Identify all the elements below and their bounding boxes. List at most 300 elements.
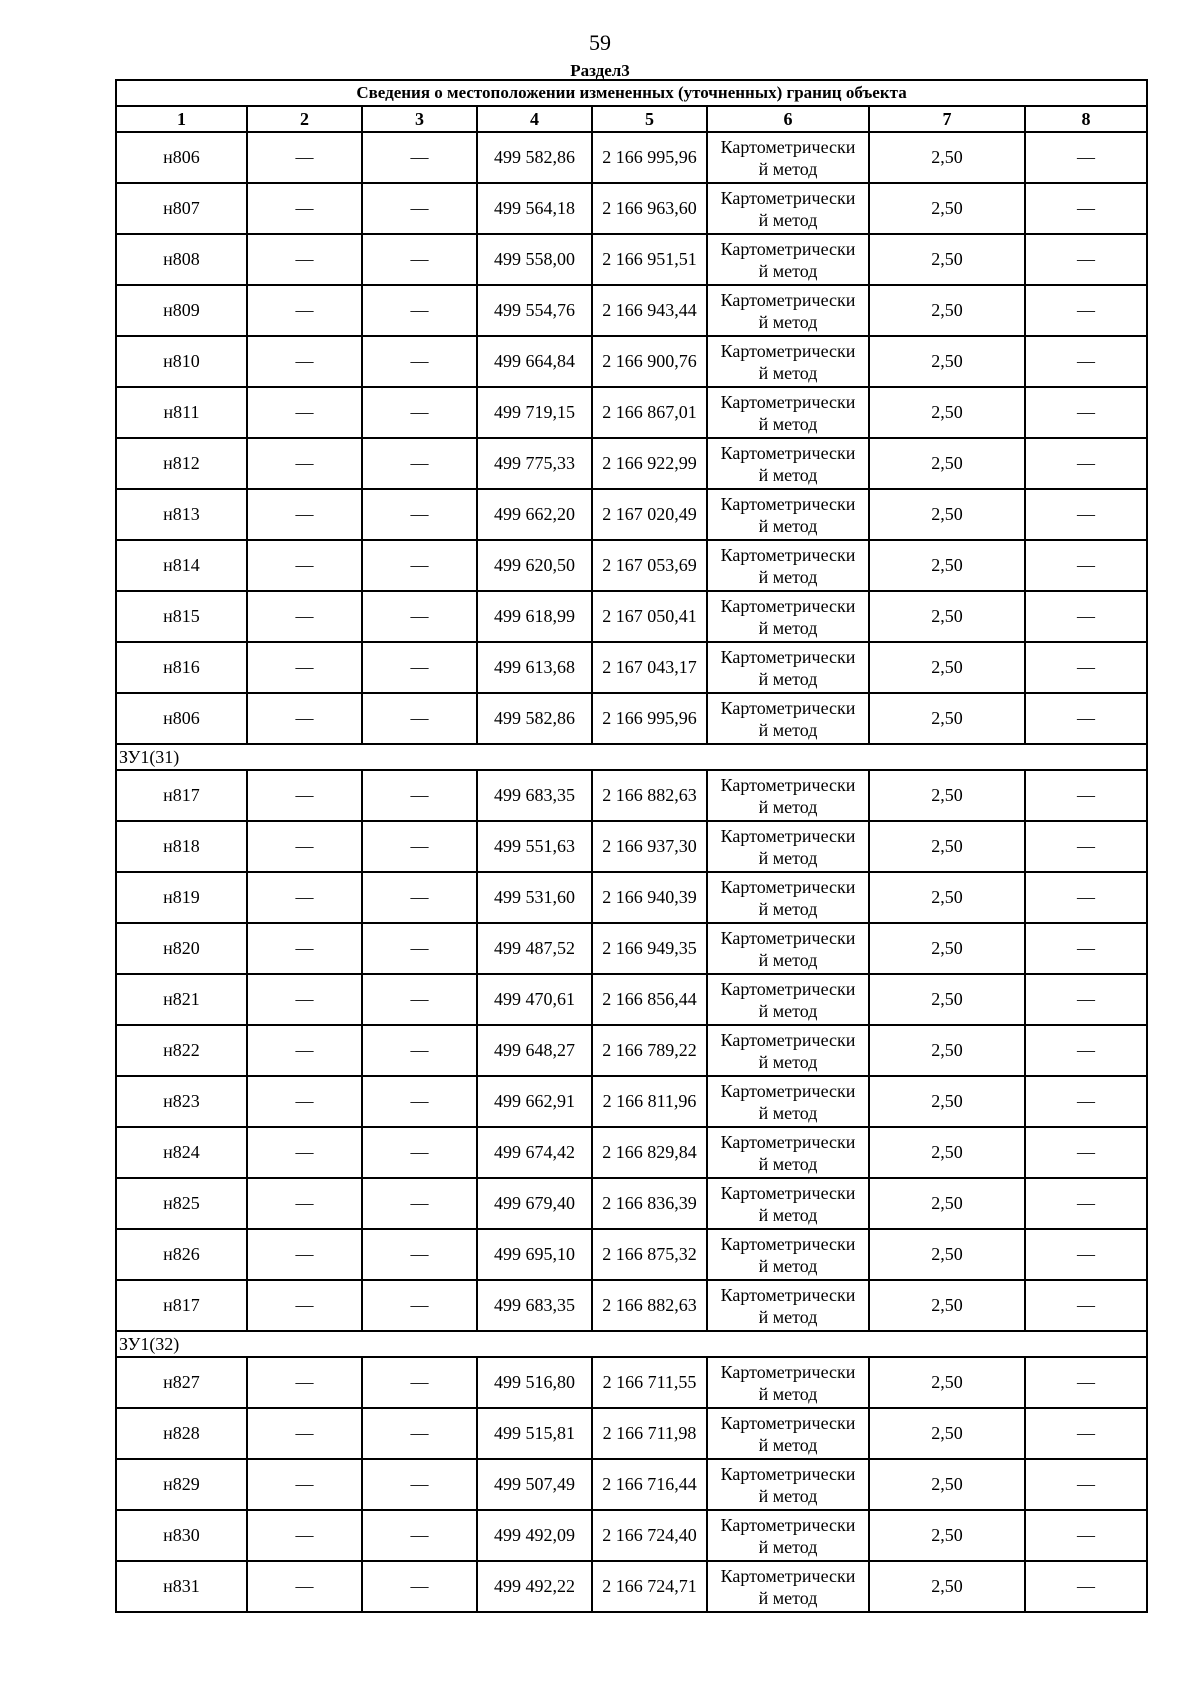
method-line-1: Картометрически [720, 1080, 856, 1101]
x-coordinate-cell: 499 662,20 [477, 489, 592, 540]
method-line-2: й метод [758, 898, 818, 919]
column-8-dash: — [1025, 1280, 1147, 1331]
method-line-2: й метод [758, 1383, 818, 1404]
method-line-2: й метод [758, 566, 818, 587]
group-header-row [116, 744, 1147, 770]
method-cell [707, 387, 869, 438]
column-8-dash: — [1025, 387, 1147, 438]
accuracy-cell: 2,50 [869, 1025, 1025, 1076]
x-coordinate-cell: 499 558,00 [477, 234, 592, 285]
column-3-dash: — [362, 285, 477, 336]
column-2-dash: — [247, 1510, 362, 1561]
y-coordinate-cell: 2 166 937,30 [592, 821, 707, 872]
y-coordinate-cell: 2 166 882,63 [592, 770, 707, 821]
column-2-dash: — [247, 438, 362, 489]
accuracy-cell: 2,50 [869, 336, 1025, 387]
accuracy-cell: 2,50 [869, 1459, 1025, 1510]
point-name-cell: н812 [116, 438, 247, 489]
column-8-dash: — [1025, 183, 1147, 234]
accuracy-cell: 2,50 [869, 540, 1025, 591]
method-line-1: Картометрически [720, 1514, 856, 1535]
point-name-cell: н808 [116, 234, 247, 285]
method-line-1: Картометрически [720, 442, 856, 463]
column-number: 4 [477, 106, 592, 132]
column-3-dash: — [362, 1357, 477, 1408]
x-coordinate-cell: 499 487,52 [477, 923, 592, 974]
column-2-dash: — [247, 234, 362, 285]
table-row [116, 183, 1147, 234]
column-8-dash: — [1025, 693, 1147, 744]
method-line-2: й метод [758, 515, 818, 536]
point-name-cell: н811 [116, 387, 247, 438]
accuracy-cell: 2,50 [869, 1178, 1025, 1229]
method-cell [707, 1561, 869, 1612]
group-label: ЗУ1(31) [116, 744, 1147, 770]
method-cell [707, 336, 869, 387]
x-coordinate-cell: 499 551,63 [477, 821, 592, 872]
method-cell [707, 923, 869, 974]
method-line-1: Картометрически [720, 1463, 856, 1484]
point-name-cell: н830 [116, 1510, 247, 1561]
y-coordinate-cell: 2 166 882,63 [592, 1280, 707, 1331]
table-row [116, 285, 1147, 336]
column-8-dash: — [1025, 1025, 1147, 1076]
method-cell [707, 540, 869, 591]
accuracy-cell: 2,50 [869, 285, 1025, 336]
x-coordinate-cell: 499 620,50 [477, 540, 592, 591]
method-cell [707, 591, 869, 642]
accuracy-cell: 2,50 [869, 1127, 1025, 1178]
y-coordinate-cell: 2 167 053,69 [592, 540, 707, 591]
x-coordinate-cell: 499 683,35 [477, 1280, 592, 1331]
column-2-dash: — [247, 336, 362, 387]
column-3-dash: — [362, 336, 477, 387]
x-coordinate-cell: 499 554,76 [477, 285, 592, 336]
accuracy-cell: 2,50 [869, 770, 1025, 821]
method-cell [707, 1459, 869, 1510]
column-8-dash: — [1025, 1510, 1147, 1561]
table-row [116, 770, 1147, 821]
point-name-cell: н806 [116, 693, 247, 744]
column-3-dash: — [362, 1510, 477, 1561]
method-cell [707, 1127, 869, 1178]
accuracy-cell: 2,50 [869, 591, 1025, 642]
accuracy-cell: 2,50 [869, 1076, 1025, 1127]
column-number: 1 [116, 106, 247, 132]
accuracy-cell: 2,50 [869, 1561, 1025, 1612]
method-line-2: й метод [758, 311, 818, 332]
method-line-2: й метод [758, 617, 818, 638]
x-coordinate-cell: 499 582,86 [477, 132, 592, 183]
table-row [116, 1280, 1147, 1331]
method-line-2: й метод [758, 1153, 818, 1174]
method-line-2: й метод [758, 158, 818, 179]
x-coordinate-cell: 499 492,09 [477, 1510, 592, 1561]
method-cell [707, 285, 869, 336]
method-cell [707, 1408, 869, 1459]
x-coordinate-cell: 499 683,35 [477, 770, 592, 821]
y-coordinate-cell: 2 166 963,60 [592, 183, 707, 234]
table-row [116, 642, 1147, 693]
table-row [116, 591, 1147, 642]
column-8-dash: — [1025, 234, 1147, 285]
method-line-1: Картометрически [720, 1182, 856, 1203]
accuracy-cell: 2,50 [869, 642, 1025, 693]
column-3-dash: — [362, 132, 477, 183]
point-name-cell: н825 [116, 1178, 247, 1229]
point-name-cell: н821 [116, 974, 247, 1025]
method-line-2: й метод [758, 1102, 818, 1123]
column-2-dash: — [247, 540, 362, 591]
y-coordinate-cell: 2 167 043,17 [592, 642, 707, 693]
method-cell [707, 821, 869, 872]
point-name-cell: н822 [116, 1025, 247, 1076]
column-2-dash: — [247, 591, 362, 642]
x-coordinate-cell: 499 507,49 [477, 1459, 592, 1510]
page-number: 59 [589, 30, 611, 55]
accuracy-cell: 2,50 [869, 693, 1025, 744]
column-3-dash: — [362, 591, 477, 642]
method-line-1: Картометрически [720, 1233, 856, 1254]
column-number: 2 [247, 106, 362, 132]
column-3-dash: — [362, 234, 477, 285]
column-2-dash: — [247, 1025, 362, 1076]
accuracy-cell: 2,50 [869, 438, 1025, 489]
method-cell [707, 642, 869, 693]
coordinates-table [115, 79, 1148, 1613]
x-coordinate-cell: 499 664,84 [477, 336, 592, 387]
column-2-dash: — [247, 489, 362, 540]
column-3-dash: — [362, 1229, 477, 1280]
column-3-dash: — [362, 540, 477, 591]
column-8-dash: — [1025, 821, 1147, 872]
point-name-cell: н828 [116, 1408, 247, 1459]
method-line-1: Картометрически [720, 1361, 856, 1382]
accuracy-cell: 2,50 [869, 1357, 1025, 1408]
x-coordinate-cell: 499 515,81 [477, 1408, 592, 1459]
point-name-cell: н827 [116, 1357, 247, 1408]
table-row [116, 1229, 1147, 1280]
y-coordinate-cell: 2 166 711,55 [592, 1357, 707, 1408]
column-3-dash: — [362, 183, 477, 234]
method-line-2: й метод [758, 949, 818, 970]
method-line-1: Картометрически [720, 825, 856, 846]
table-row [116, 1561, 1147, 1612]
table-row [116, 974, 1147, 1025]
column-8-dash: — [1025, 1357, 1147, 1408]
x-coordinate-cell: 499 613,68 [477, 642, 592, 693]
method-line-1: Картометрически [720, 340, 856, 361]
method-line-2: й метод [758, 847, 818, 868]
accuracy-cell: 2,50 [869, 132, 1025, 183]
table-row [116, 1025, 1147, 1076]
y-coordinate-cell: 2 166 943,44 [592, 285, 707, 336]
method-cell [707, 132, 869, 183]
x-coordinate-cell: 499 695,10 [477, 1229, 592, 1280]
method-cell [707, 489, 869, 540]
column-number: 7 [869, 106, 1025, 132]
point-name-cell: н829 [116, 1459, 247, 1510]
column-8-dash: — [1025, 336, 1147, 387]
column-8-dash: — [1025, 1459, 1147, 1510]
method-line-1: Картометрически [720, 646, 856, 667]
column-2-dash: — [247, 1229, 362, 1280]
y-coordinate-cell: 2 166 711,98 [592, 1408, 707, 1459]
column-2-dash: — [247, 1561, 362, 1612]
table-row [116, 438, 1147, 489]
column-8-dash: — [1025, 591, 1147, 642]
y-coordinate-cell: 2 166 811,96 [592, 1076, 707, 1127]
column-number: 8 [1025, 106, 1147, 132]
x-coordinate-cell: 499 775,33 [477, 438, 592, 489]
method-line-2: й метод [758, 1485, 818, 1506]
column-3-dash: — [362, 1459, 477, 1510]
y-coordinate-cell: 2 167 020,49 [592, 489, 707, 540]
point-name-cell: н816 [116, 642, 247, 693]
group-label: ЗУ1(32) [116, 1331, 1147, 1357]
column-2-dash: — [247, 183, 362, 234]
method-cell [707, 1357, 869, 1408]
column-8-dash: — [1025, 489, 1147, 540]
column-8-dash: — [1025, 1127, 1147, 1178]
method-line-2: й метод [758, 1000, 818, 1021]
table-row [116, 872, 1147, 923]
method-cell [707, 1510, 869, 1561]
method-cell [707, 1280, 869, 1331]
accuracy-cell: 2,50 [869, 1510, 1025, 1561]
column-2-dash: — [247, 285, 362, 336]
table-caption: Сведения о местоположении измененных (уточненных) границ объекта [116, 80, 1147, 106]
column-number: 6 [707, 106, 869, 132]
y-coordinate-cell: 2 166 789,22 [592, 1025, 707, 1076]
column-8-dash: — [1025, 540, 1147, 591]
y-coordinate-cell: 2 166 875,32 [592, 1229, 707, 1280]
table-row [116, 693, 1147, 744]
column-8-dash: — [1025, 132, 1147, 183]
point-name-cell: н817 [116, 1280, 247, 1331]
method-line-2: й метод [758, 1255, 818, 1276]
method-line-1: Картометрически [720, 774, 856, 795]
column-2-dash: — [247, 1459, 362, 1510]
point-name-cell: н823 [116, 1076, 247, 1127]
method-line-2: й метод [758, 719, 818, 740]
y-coordinate-cell: 2 166 995,96 [592, 693, 707, 744]
method-line-2: й метод [758, 260, 818, 281]
column-2-dash: — [247, 693, 362, 744]
table-row [116, 1127, 1147, 1178]
method-cell [707, 438, 869, 489]
y-coordinate-cell: 2 167 050,41 [592, 591, 707, 642]
method-cell [707, 1229, 869, 1280]
method-cell [707, 770, 869, 821]
column-2-dash: — [247, 1408, 362, 1459]
method-line-1: Картометрически [720, 595, 856, 616]
column-8-dash: — [1025, 1408, 1147, 1459]
column-2-dash: — [247, 387, 362, 438]
accuracy-cell: 2,50 [869, 872, 1025, 923]
column-3-dash: — [362, 872, 477, 923]
table-row [116, 923, 1147, 974]
method-line-1: Картометрически [720, 927, 856, 948]
x-coordinate-cell: 499 516,80 [477, 1357, 592, 1408]
method-cell [707, 1076, 869, 1127]
y-coordinate-cell: 2 166 856,44 [592, 974, 707, 1025]
method-cell [707, 1025, 869, 1076]
method-line-2: й метод [758, 1204, 818, 1225]
x-coordinate-cell: 499 674,42 [477, 1127, 592, 1178]
column-3-dash: — [362, 1127, 477, 1178]
point-name-cell: н820 [116, 923, 247, 974]
column-3-dash: — [362, 974, 477, 1025]
column-3-dash: — [362, 770, 477, 821]
x-coordinate-cell: 499 679,40 [477, 1178, 592, 1229]
point-name-cell: н819 [116, 872, 247, 923]
column-3-dash: — [362, 693, 477, 744]
x-coordinate-cell: 499 618,99 [477, 591, 592, 642]
method-line-1: Картометрически [720, 391, 856, 412]
method-line-1: Картометрически [720, 1029, 856, 1050]
column-8-dash: — [1025, 1178, 1147, 1229]
method-line-1: Картометрически [720, 238, 856, 259]
accuracy-cell: 2,50 [869, 183, 1025, 234]
x-coordinate-cell: 499 470,61 [477, 974, 592, 1025]
column-3-dash: — [362, 387, 477, 438]
method-line-1: Картометрически [720, 1131, 856, 1152]
column-8-dash: — [1025, 872, 1147, 923]
method-cell [707, 872, 869, 923]
section-title: Раздел3 [570, 61, 630, 80]
column-2-dash: — [247, 132, 362, 183]
column-8-dash: — [1025, 1229, 1147, 1280]
column-8-dash: — [1025, 923, 1147, 974]
point-name-cell: н817 [116, 770, 247, 821]
column-2-dash: — [247, 1076, 362, 1127]
table-row [116, 1178, 1147, 1229]
method-line-2: й метод [758, 464, 818, 485]
method-line-2: й метод [758, 796, 818, 817]
accuracy-cell: 2,50 [869, 974, 1025, 1025]
method-cell [707, 1178, 869, 1229]
method-line-2: й метод [758, 1536, 818, 1557]
column-3-dash: — [362, 1280, 477, 1331]
y-coordinate-cell: 2 166 940,39 [592, 872, 707, 923]
method-cell [707, 693, 869, 744]
table-row [116, 1459, 1147, 1510]
method-line-2: й метод [758, 1587, 818, 1608]
table-row [116, 1357, 1147, 1408]
method-line-1: Картометрически [720, 289, 856, 310]
x-coordinate-cell: 499 492,22 [477, 1561, 592, 1612]
method-line-1: Картометрически [720, 1565, 856, 1586]
method-line-1: Картометрически [720, 1412, 856, 1433]
point-name-cell: н807 [116, 183, 247, 234]
y-coordinate-cell: 2 166 900,76 [592, 336, 707, 387]
method-line-2: й метод [758, 1051, 818, 1072]
table-row [116, 387, 1147, 438]
method-line-1: Картометрически [720, 493, 856, 514]
column-2-dash: — [247, 1127, 362, 1178]
column-3-dash: — [362, 1178, 477, 1229]
method-line-1: Картометрически [720, 1284, 856, 1305]
table-row [116, 336, 1147, 387]
column-2-dash: — [247, 821, 362, 872]
column-8-dash: — [1025, 642, 1147, 693]
table-row [116, 132, 1147, 183]
accuracy-cell: 2,50 [869, 387, 1025, 438]
column-2-dash: — [247, 923, 362, 974]
method-line-1: Картометрически [720, 876, 856, 897]
point-name-cell: н818 [116, 821, 247, 872]
y-coordinate-cell: 2 166 724,40 [592, 1510, 707, 1561]
method-line-2: й метод [758, 668, 818, 689]
y-coordinate-cell: 2 166 724,71 [592, 1561, 707, 1612]
accuracy-cell: 2,50 [869, 821, 1025, 872]
column-3-dash: — [362, 1025, 477, 1076]
point-name-cell: н824 [116, 1127, 247, 1178]
column-2-dash: — [247, 770, 362, 821]
column-8-dash: — [1025, 1076, 1147, 1127]
method-line-1: Картометрически [720, 136, 856, 157]
table-body [116, 132, 1147, 1612]
method-line-2: й метод [758, 1434, 818, 1455]
accuracy-cell: 2,50 [869, 1280, 1025, 1331]
point-name-cell: н813 [116, 489, 247, 540]
column-number: 3 [362, 106, 477, 132]
column-3-dash: — [362, 642, 477, 693]
table-row [116, 489, 1147, 540]
method-cell [707, 974, 869, 1025]
column-2-dash: — [247, 1357, 362, 1408]
x-coordinate-cell: 499 662,91 [477, 1076, 592, 1127]
column-8-dash: — [1025, 438, 1147, 489]
column-2-dash: — [247, 1280, 362, 1331]
accuracy-cell: 2,50 [869, 1229, 1025, 1280]
point-name-cell: н826 [116, 1229, 247, 1280]
table-row [116, 1408, 1147, 1459]
y-coordinate-cell: 2 166 949,35 [592, 923, 707, 974]
method-line-1: Картометрически [720, 978, 856, 999]
column-3-dash: — [362, 438, 477, 489]
column-2-dash: — [247, 1178, 362, 1229]
y-coordinate-cell: 2 166 867,01 [592, 387, 707, 438]
column-2-dash: — [247, 872, 362, 923]
y-coordinate-cell: 2 166 922,99 [592, 438, 707, 489]
point-name-cell: н809 [116, 285, 247, 336]
accuracy-cell: 2,50 [869, 234, 1025, 285]
method-line-2: й метод [758, 1306, 818, 1327]
method-line-2: й метод [758, 362, 818, 383]
column-3-dash: — [362, 923, 477, 974]
column-8-dash: — [1025, 1561, 1147, 1612]
group-header-row [116, 1331, 1147, 1357]
table-row [116, 821, 1147, 872]
method-line-2: й метод [758, 209, 818, 230]
method-cell [707, 183, 869, 234]
column-number: 5 [592, 106, 707, 132]
column-2-dash: — [247, 974, 362, 1025]
column-3-dash: — [362, 1561, 477, 1612]
accuracy-cell: 2,50 [869, 923, 1025, 974]
y-coordinate-cell: 2 166 951,51 [592, 234, 707, 285]
table-row [116, 234, 1147, 285]
y-coordinate-cell: 2 166 836,39 [592, 1178, 707, 1229]
column-8-dash: — [1025, 974, 1147, 1025]
method-line-1: Картометрически [720, 544, 856, 565]
accuracy-cell: 2,50 [869, 489, 1025, 540]
y-coordinate-cell: 2 166 829,84 [592, 1127, 707, 1178]
point-name-cell: н806 [116, 132, 247, 183]
method-line-2: й метод [758, 413, 818, 434]
